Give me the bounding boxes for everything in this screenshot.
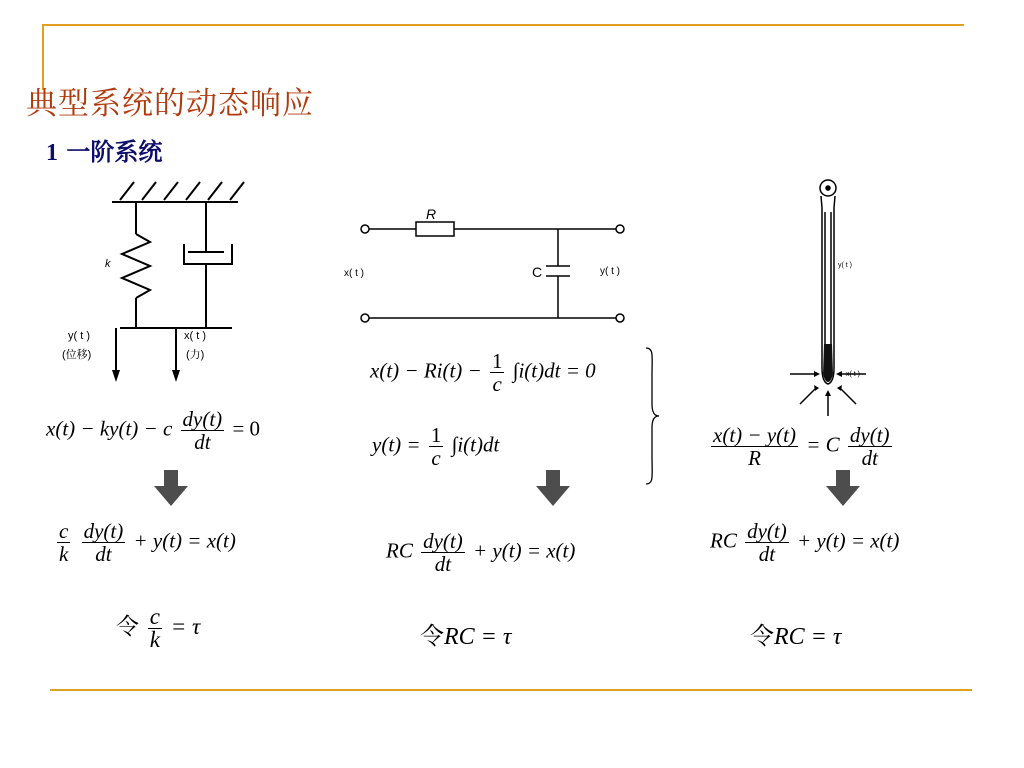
thermal-equation: [708, 424, 895, 469]
mech-def-frac: [148, 606, 162, 651]
thermal-eq-frac1: [711, 424, 798, 469]
thermal-result: [710, 520, 899, 565]
elec-eq1-a: x(t) − Ri(t) −: [370, 358, 482, 383]
thermal-eq-den: R: [748, 446, 761, 470]
elec-result-rc: RC: [386, 538, 413, 563]
elec-eq2-a: y(t) =: [372, 432, 421, 457]
thermal-eq-num2: dy(t): [849, 423, 890, 447]
mech-x-label: x( t ): [184, 330, 206, 342]
elec-def-ling: 令: [420, 622, 444, 650]
thermal-def-expr: RC = τ: [774, 624, 842, 650]
mech-definition: [116, 606, 200, 651]
thermal-def-ling: 令: [750, 622, 774, 650]
mech-x-caption: (力): [186, 349, 205, 361]
mech-eq-num: dy(t): [182, 407, 223, 431]
elec-result-den: dt: [434, 552, 452, 576]
elec-eq1: [370, 350, 596, 395]
mech-equation: [46, 408, 260, 453]
thermal-result-frac: [745, 520, 789, 565]
thermal-definition: [750, 616, 841, 651]
elec-result: [386, 530, 575, 575]
thermal-result-den: dt: [758, 542, 776, 566]
mech-result-k: k: [59, 542, 69, 566]
mech-result-den: dt: [95, 542, 112, 566]
mech-result-rhs: + y(t) = x(t): [133, 528, 236, 553]
mech-def-ling: 令: [116, 613, 139, 640]
mech-y-caption: (位移): [62, 349, 92, 361]
thermal-result-rhs: + y(t) = x(t): [797, 528, 900, 553]
resistor-label: R: [426, 206, 437, 222]
thermo-x-label: x( t ): [846, 371, 860, 378]
mech-eq-frac: [181, 408, 225, 453]
down-arrow-icon: [154, 470, 188, 506]
mech-result-ck: [57, 520, 70, 565]
elec-eq1-c: c: [492, 372, 502, 396]
thermo-y-label: y( t ): [838, 262, 852, 269]
mech-def-c: c: [149, 604, 160, 629]
frame-top-line: [42, 24, 964, 26]
right-brace-icon: [644, 346, 660, 486]
thermometer-diagram: [778, 178, 878, 418]
subtitle-text: 一阶系统: [66, 138, 163, 166]
mech-result-frac: [82, 520, 126, 565]
mech-result: [54, 520, 236, 565]
mech-eq-b: − ky(t) − c: [80, 416, 173, 441]
thermal-result-num: dy(t): [747, 519, 787, 543]
elec-eq2-one: 1: [430, 423, 442, 447]
circuit-x-label: x( t ): [344, 268, 364, 279]
mech-result-c: c: [59, 519, 69, 543]
elec-result-frac: [421, 530, 465, 575]
down-arrow-icon: [826, 470, 860, 506]
circuit-y-label: y( t ): [600, 266, 620, 277]
elec-result-rhs: + y(t) = x(t): [473, 538, 576, 563]
rc-circuit-diagram: [340, 200, 640, 330]
elec-result-num: dy(t): [423, 529, 463, 553]
elec-eq2-c: c: [431, 446, 441, 470]
elec-eq1-frac: [490, 350, 505, 395]
slide-title: 典型系统的动态响应: [26, 86, 314, 122]
mech-result-num: dy(t): [83, 519, 124, 543]
thermal-eq-den2: dt: [861, 446, 878, 470]
slide-subtitle: [46, 132, 162, 167]
spring-label: k: [105, 258, 111, 270]
elec-eq2: [372, 424, 499, 469]
elec-eq2-b: ∫i(t)dt: [451, 432, 500, 457]
capacitor-label: C: [532, 264, 543, 280]
mech-eq-rhs: = 0: [232, 416, 261, 441]
elec-eq1-b: ∫i(t)dt = 0: [512, 358, 596, 383]
elec-def-expr: RC = τ: [444, 624, 512, 650]
mech-eq-den: dt: [194, 430, 211, 454]
thermal-eq-mid: = C: [806, 432, 840, 457]
bottom-rule: [50, 689, 972, 691]
thermal-eq-frac2: [848, 424, 892, 469]
mech-def-rhs: = τ: [170, 613, 201, 639]
elec-definition: [420, 616, 511, 651]
elec-eq2-frac: [429, 424, 444, 469]
mech-eq-a: x(t): [46, 416, 76, 441]
thermal-result-rc: RC: [710, 528, 737, 553]
mech-def-k: k: [149, 627, 160, 652]
elec-eq1-one: 1: [491, 349, 503, 373]
mech-y-label: y( t ): [68, 330, 90, 342]
down-arrow-icon: [536, 470, 570, 506]
subtitle-number: 1: [46, 140, 58, 166]
thermal-eq-num: x(t) − y(t): [713, 423, 796, 447]
